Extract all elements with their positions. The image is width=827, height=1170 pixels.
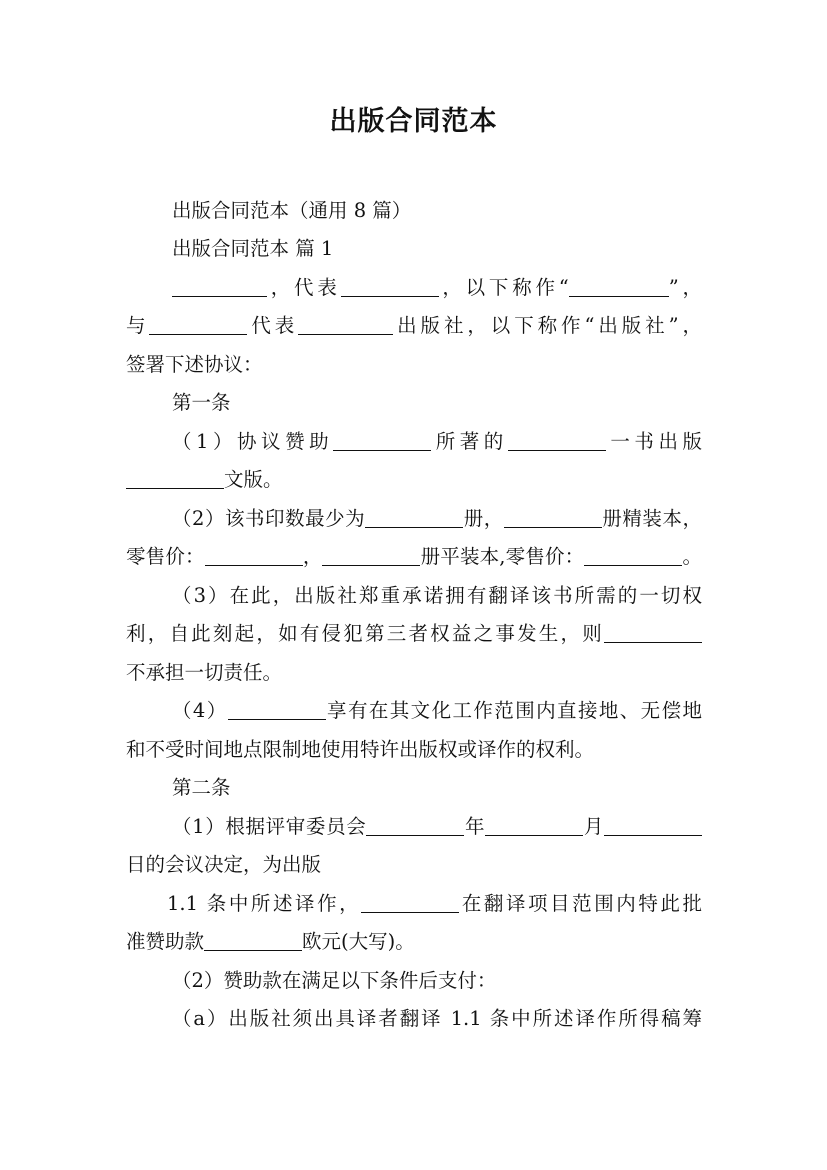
text-segment: 文版。: [224, 468, 283, 491]
text-segment: 一书出版: [605, 430, 702, 453]
article-1-clause-4-line-2: 和不受时间地点限制地使用特许出版权或译作的权利。: [126, 738, 595, 761]
article-2-clause-2-a: （a）出版社须出具译者翻译 1.1 条中所述译作所得稿筹: [172, 1007, 702, 1030]
text-segment: 在翻译项目范围内特此批: [459, 892, 702, 915]
blank-field: [604, 813, 702, 836]
article-1-heading: 第一条: [172, 391, 231, 414]
text-segment: 册，: [463, 507, 504, 530]
text-segment: 。: [682, 545, 702, 568]
blank-field: [604, 620, 702, 643]
text-segment: ，代表: [267, 276, 341, 299]
article-1-clause-3-line-3: 不承担一切责任。: [126, 661, 283, 684]
blank-field: [126, 466, 224, 489]
article-1-clause-2-line-2: [126, 538, 702, 576]
blank-field: [569, 274, 669, 297]
article-1-clause-3-line-2: [126, 615, 702, 653]
blank-field: [485, 813, 583, 836]
blank-field: [228, 697, 326, 720]
article-2-clause-1-line-1: [172, 808, 702, 846]
article-1-clause-3-line-1: （3）在此，出版社郑重承诺拥有翻译该书所需的一切权: [172, 584, 702, 607]
blank-field: [205, 543, 303, 566]
text-segment: 出版社，以下称作“出版社”，: [393, 314, 702, 337]
text-segment: ”，: [668, 276, 702, 299]
text-segment: （1）根据评审委员会: [172, 815, 367, 838]
text-segment: ，以下称作“: [438, 276, 569, 299]
article-2-clause-1-line-2: 日的会议决定，为出版: [126, 853, 322, 876]
blank-field: [584, 543, 682, 566]
section-heading: 出版合同范本 篇 1: [172, 237, 334, 260]
text-segment: 欧元(大写)。: [302, 930, 415, 953]
text-segment: （2）该书印数最少为: [172, 507, 366, 530]
article-1-clause-2-line-1: [172, 500, 702, 538]
text-segment: 与: [126, 314, 150, 337]
text-segment: 册精装本，: [601, 507, 702, 530]
text-segment: 准赞助款: [126, 930, 205, 953]
article-1-clause-1-line-2: [126, 461, 702, 499]
blank-field: [341, 274, 439, 297]
document-title: 出版合同范本: [329, 106, 498, 137]
article-2-heading: 第二条: [172, 776, 231, 799]
article-2-clause-1-line-4: [126, 923, 702, 961]
text-segment: （1）协议赞助: [172, 430, 334, 453]
text-segment: 年: [464, 815, 486, 838]
text-segment: 册平装本,零售价：: [420, 545, 585, 568]
paragraph-1-line-3: 签署下述协议：: [126, 353, 263, 376]
text-segment: （4）: [172, 699, 228, 722]
text-segment: 代表: [247, 314, 299, 337]
blank-field: [298, 312, 393, 335]
blank-field: [504, 505, 602, 528]
article-2-clause-1-line-3: [167, 885, 702, 923]
blank-field: [365, 505, 463, 528]
article-1-clause-1-line-1: [172, 423, 702, 461]
article-2-clause-2: （2）赞助款在满足以下条件后支付：: [172, 969, 497, 992]
text-segment: 月: [583, 815, 604, 838]
blank-field: [149, 312, 247, 335]
text-segment: 零售价：: [126, 545, 205, 568]
article-1-clause-4-line-1: [172, 692, 702, 730]
text-segment: ，: [302, 545, 323, 568]
paragraph-1-line-2: [126, 307, 702, 345]
blank-field: [333, 428, 431, 451]
blank-field: [508, 428, 606, 451]
blank-field: [204, 928, 302, 951]
document-subtitle: 出版合同范本（通用 8 篇）: [172, 199, 412, 222]
blank-field: [366, 813, 464, 836]
blank-field: [361, 890, 459, 913]
text-segment: 1.1 条中所述译作，: [167, 892, 362, 915]
text-segment: 所著的: [431, 430, 508, 453]
text-segment: 享有在其文化工作范围内直接地、无偿地: [325, 699, 702, 722]
blank-field: [322, 543, 420, 566]
blank-field: [172, 274, 267, 297]
text-segment: 利，自此刻起，如有侵犯第三者权益之事发生，则: [126, 622, 604, 645]
paragraph-1-line-1: [172, 269, 702, 307]
